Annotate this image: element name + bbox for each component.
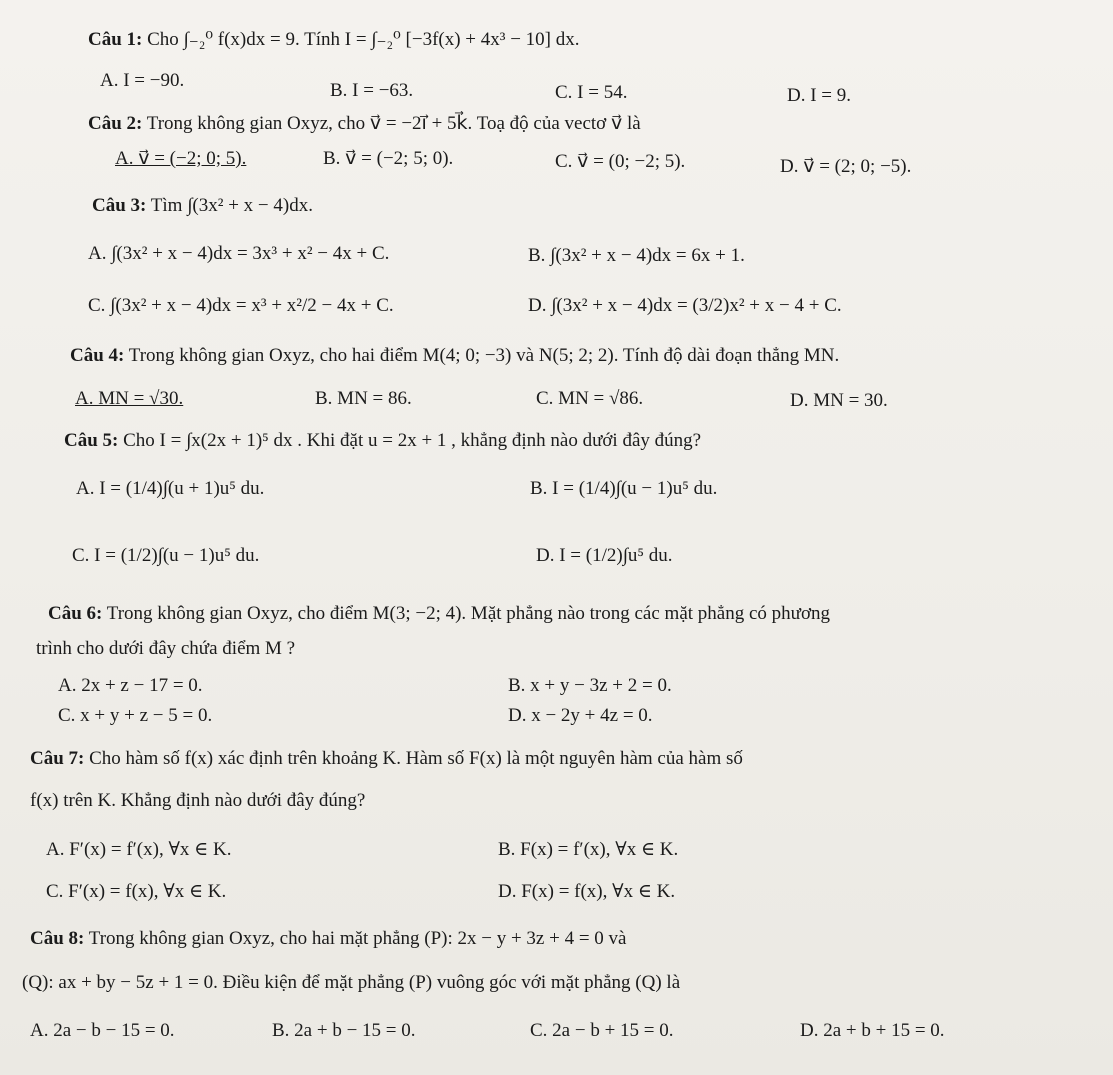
q3-option-b[interactable]: B. ∫(3x² + x − 4)dx = 6x + 1. bbox=[528, 245, 745, 266]
question-text: Cho hàm số f(x) xác định trên khoảng K. Hàm số F(x) là một nguyên hàm của hàm số bbox=[89, 748, 743, 769]
question-label: Câu 1: bbox=[88, 29, 143, 50]
q5-option-b[interactable]: B. I = (1/4)∫(u − 1)u⁵ du. bbox=[530, 478, 718, 499]
q3-option-a[interactable]: A. ∫(3x² + x − 4)dx = 3x³ + x² − 4x + C. bbox=[88, 243, 390, 264]
q2-option-c[interactable]: C. v⃗ = (0; −2; 5). bbox=[555, 151, 686, 172]
question-1 bbox=[88, 28, 580, 51]
question-4 bbox=[70, 345, 839, 367]
question-label: Câu 5: bbox=[64, 430, 119, 451]
q8-option-a[interactable]: A. 2a − b − 15 = 0. bbox=[30, 1020, 175, 1041]
q5-option-a[interactable]: A. I = (1/4)∫(u + 1)u⁵ du. bbox=[76, 478, 265, 499]
q6-option-b[interactable]: B. x + y − 3z + 2 = 0. bbox=[508, 675, 672, 696]
q7-option-d[interactable]: D. F(x) = f(x), ∀x ∈ K. bbox=[498, 881, 676, 902]
q2-option-a[interactable]: A. v⃗ = (−2; 0; 5). bbox=[115, 148, 247, 169]
q1-option-c[interactable]: C. I = 54. bbox=[555, 82, 628, 103]
question-label: Câu 2: bbox=[88, 113, 143, 134]
question-6-line2: trình cho dưới đây chứa điểm M ? bbox=[36, 638, 296, 659]
question-text: Cho ∫₋₂⁰ f(x)dx = 9. Tính I = ∫₋₂⁰ [−3f(x) + 4x³ − 10] dx. bbox=[147, 29, 580, 50]
question-6 bbox=[48, 603, 830, 625]
question-text: Trong không gian Oxyz, cho điểm M(3; −2; 4). Mặt phẳng nào trong các mặt phẳng có phương bbox=[106, 603, 831, 624]
q4-option-a[interactable]: A. MN = √30. bbox=[75, 388, 184, 409]
q7-option-b[interactable]: B. F(x) = f′(x), ∀x ∈ K. bbox=[498, 839, 679, 860]
q1-option-d[interactable]: D. I = 9. bbox=[787, 85, 852, 106]
q2-option-b[interactable]: B. v⃗ = (−2; 5; 0). bbox=[323, 148, 454, 169]
q6-option-c[interactable]: C. x + y + z − 5 = 0. bbox=[58, 705, 213, 726]
q5-option-d[interactable]: D. I = (1/2)∫u⁵ du. bbox=[536, 545, 673, 566]
q3-option-c[interactable]: C. ∫(3x² + x − 4)dx = x³ + x²/2 − 4x + C. bbox=[88, 295, 394, 316]
question-text: Cho I = ∫x(2x + 1)⁵ dx . Khi đặt u = 2x + 1 , khẳng định nào dưới đây đúng? bbox=[123, 430, 702, 451]
q8-option-c[interactable]: C. 2a − b + 15 = 0. bbox=[530, 1020, 674, 1041]
question-label: Câu 6: bbox=[48, 603, 103, 624]
question-label: Câu 8: bbox=[30, 928, 85, 949]
question-label: Câu 7: bbox=[30, 748, 85, 769]
question-8-line2: (Q): ax + by − 5z + 1 = 0. Điều kiện để mặt phẳng (P) vuông góc với mặt phẳng (Q) là bbox=[22, 972, 681, 993]
q2-option-d[interactable]: D. v⃗ = (2; 0; −5). bbox=[780, 156, 912, 177]
question-5 bbox=[64, 430, 701, 452]
q6-option-a[interactable]: A. 2x + z − 17 = 0. bbox=[58, 675, 203, 696]
question-3 bbox=[92, 195, 313, 217]
question-7 bbox=[30, 748, 743, 770]
q4-option-c[interactable]: C. MN = √86. bbox=[536, 388, 644, 409]
question-label: Câu 4: bbox=[70, 345, 125, 366]
question-text: Trong không gian Oxyz, cho v⃗ = −2i⃗ + 5k⃗. Toạ độ của vectơ v⃗ là bbox=[146, 113, 641, 134]
q8-option-b[interactable]: B. 2a + b − 15 = 0. bbox=[272, 1020, 416, 1041]
q1-option-a[interactable]: A. I = −90. bbox=[100, 70, 185, 91]
q6-option-d[interactable]: D. x − 2y + 4z = 0. bbox=[508, 705, 653, 726]
question-label: Câu 3: bbox=[92, 195, 147, 216]
q7-option-a[interactable]: A. F′(x) = f′(x), ∀x ∈ K. bbox=[46, 839, 232, 860]
question-8 bbox=[30, 928, 626, 950]
question-2 bbox=[88, 112, 641, 135]
q5-option-c[interactable]: C. I = (1/2)∫(u − 1)u⁵ du. bbox=[72, 545, 260, 566]
question-7-line2: f(x) trên K. Khẳng định nào dưới đây đúng? bbox=[30, 790, 366, 811]
q4-option-b[interactable]: B. MN = 86. bbox=[315, 388, 412, 409]
q7-option-c[interactable]: C. F′(x) = f(x), ∀x ∈ K. bbox=[46, 881, 227, 902]
q1-option-b[interactable]: B. I = −63. bbox=[330, 80, 414, 101]
question-text: Trong không gian Oxyz, cho hai điểm M(4; 0; −3) và N(5; 2; 2). Tính độ dài đoạn thẳng MN. bbox=[128, 345, 840, 366]
q3-option-d[interactable]: D. ∫(3x² + x − 4)dx = (3/2)x² + x − 4 + C. bbox=[528, 295, 842, 316]
question-text: Trong không gian Oxyz, cho hai mặt phẳng (P): 2x − y + 3z + 4 = 0 và bbox=[88, 928, 627, 949]
q4-option-d[interactable]: D. MN = 30. bbox=[790, 390, 888, 411]
question-text: Tìm ∫(3x² + x − 4)dx. bbox=[150, 195, 313, 216]
q8-option-d[interactable]: D. 2a + b + 15 = 0. bbox=[800, 1020, 945, 1041]
